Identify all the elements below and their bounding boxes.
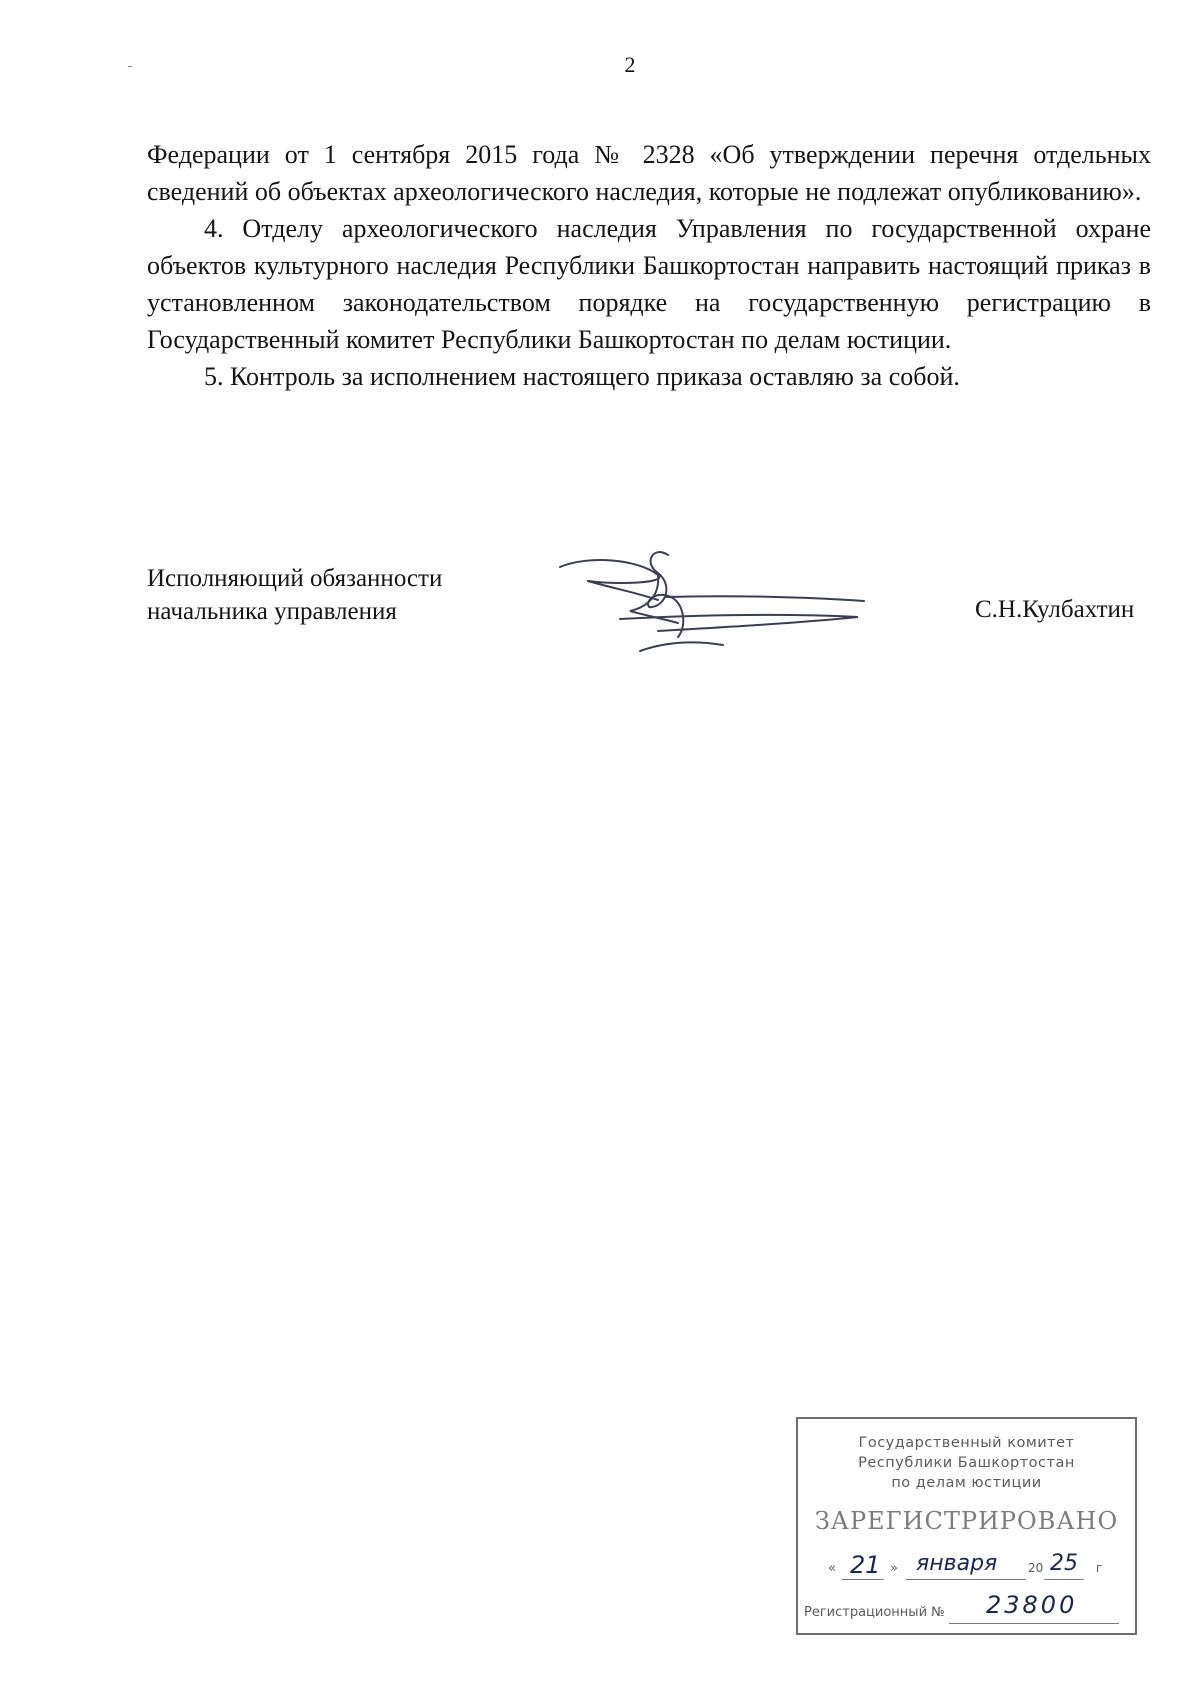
stamp-reg-number: 23800 (986, 1591, 1078, 1619)
paragraph-item-4: 4. Отделу археологического наследия Управления по государственной охране объектов культурного наследия Республики Башкортостан направить настоящий приказ в установленном законодательством порядке на государственную регистрацию в Государственный комитет Республики Башкортостан по делам юстиции. (147, 214, 1151, 354)
stamp-date (828, 1551, 1118, 1581)
page-number: 2 (624, 52, 636, 77)
stamp-reg-label: Регистрационный № (804, 1605, 945, 1620)
stamp-year-prefix: 20 (1028, 1561, 1044, 1575)
paragraph-continuation: Федерации от 1 сентября 2015 года № 2328 «Об утверждении перечня отдельных сведений об объектах археологического наследия, которые не подлежат опубликованию». (147, 140, 1151, 206)
signatory-name: С.Н.Кулбахтин (975, 596, 1135, 623)
signatory-title-line-1: Исполняющий обязанности (147, 565, 443, 592)
stamp-registration-number (804, 1591, 1124, 1627)
stamp-month: января (916, 1551, 998, 1576)
stamp-year-suffix: 25 (1050, 1551, 1078, 1576)
stamp-reg-line (949, 1623, 1119, 1624)
stamp-quote-close: » (890, 1561, 898, 1576)
document-body (147, 136, 1151, 395)
stamp-month-line (906, 1579, 1026, 1580)
stamp-org-line-1: Государственный комитет (858, 1435, 1075, 1451)
stamp-org-line-3: по делам юстиции (891, 1475, 1042, 1491)
stamp-org-line-2: Республики Башкортостан (858, 1455, 1075, 1471)
stamp-year-mark: г (1096, 1561, 1103, 1575)
stamp-organization (798, 1433, 1135, 1493)
handwritten-signature (548, 545, 948, 665)
signatory-title-line-2: начальника управления (147, 598, 397, 625)
stamp-year-line (1044, 1579, 1084, 1580)
stamp-day: 21 (850, 1551, 881, 1579)
signatory-title (147, 562, 442, 628)
paragraph-item-5: 5. Контроль за исполнением настоящего приказа оставляю за собой. (204, 362, 960, 391)
stamp-day-line (842, 1579, 884, 1580)
registration-stamp (796, 1417, 1137, 1635)
stamp-quote-open: « (828, 1561, 836, 1576)
stamp-status: ЗАРЕГИСТРИРОВАНО (814, 1507, 1119, 1535)
